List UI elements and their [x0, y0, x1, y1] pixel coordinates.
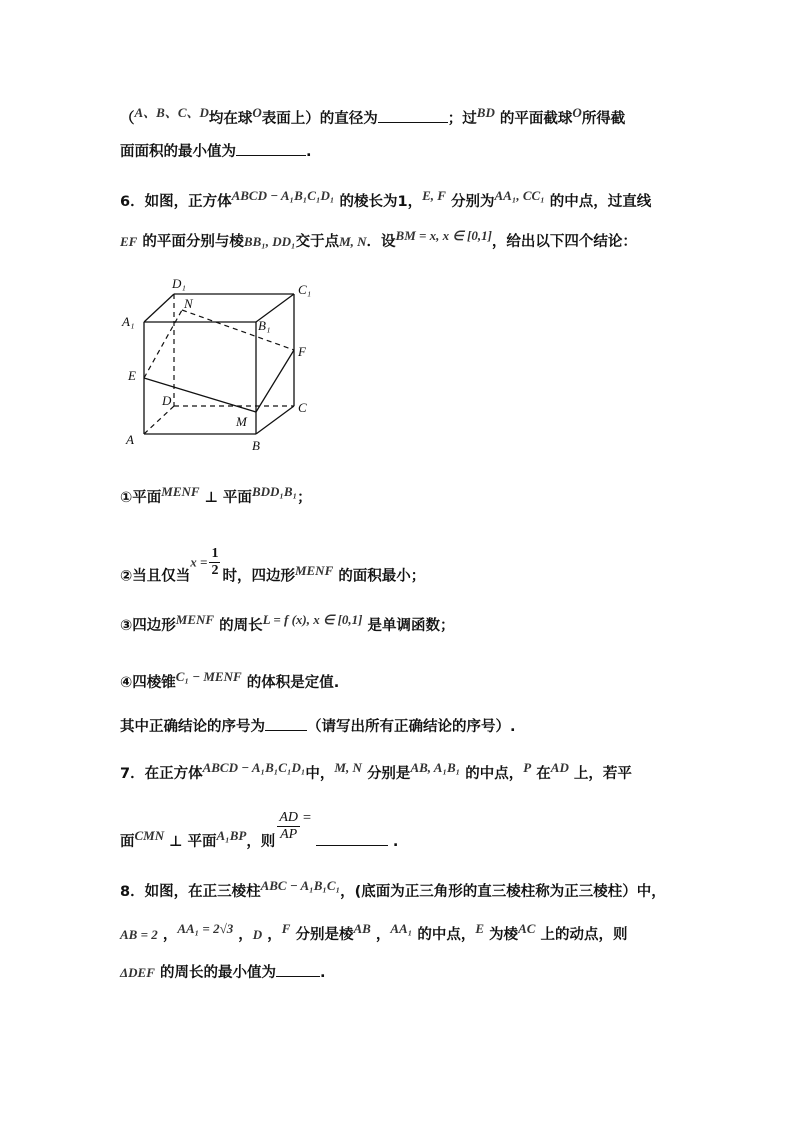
label-F: F	[298, 344, 306, 359]
cube-figure	[118, 272, 318, 454]
statement-4: ④四棱锥C₁ − MENF 的体积是定值.	[120, 669, 340, 691]
q6-line2: EF 的平面分别与棱BB₁, DD₁交于点M, N．设BM = x, x ∈ [0,1]，给出以下四个结论：	[120, 228, 637, 250]
q6-answer-line: 其中正确结论的序号为 （请写出所有正确结论的序号）.	[120, 716, 516, 737]
section-mf	[256, 350, 294, 412]
label-C: C	[298, 400, 307, 415]
statement-3: ③四边形MENF 的周长L = f (x), x ∈ [0,1] 是单调函数；	[120, 612, 455, 634]
q5-line2: 面面积的最小值为 .	[120, 141, 312, 162]
label-A: A	[126, 432, 134, 447]
label-B1: B₁	[258, 318, 271, 333]
q8-line3: ΔDEF 的周长的最小值为 .	[120, 962, 325, 983]
q6-blank-answer[interactable]	[265, 716, 307, 731]
section-nf	[182, 310, 294, 350]
q5-blank-diameter[interactable]	[378, 108, 448, 123]
q7-line2: 面CMN ⊥ 平面A₁BP，则 $\frac{AD}{AP}$ = .	[120, 809, 399, 850]
edge-a1d1	[144, 294, 174, 322]
q6-line1: 6．如图，正方体ABCD − A₁B₁C₁D₁ 的棱长为1，E, F 分别为AA₁, CC₁ 的中点，过直线	[120, 188, 652, 210]
statement-1: ①平面MENF ⊥ 平面BDD₁B₁；	[120, 484, 312, 506]
q7-blank-ratio[interactable]	[316, 831, 388, 846]
edge-bc	[256, 406, 294, 434]
q8-blank-perimeter[interactable]	[276, 962, 320, 977]
label-D: D	[162, 393, 172, 408]
statement-2: ②当且仅当x = $\frac{1}{2}$ 时，四边形MENF 的面积最小；	[120, 546, 426, 585]
q5-blank-area[interactable]	[236, 141, 306, 156]
q5-line1: （A、B、C、D均在球O表面上）的直径为 ；过BD 的平面截球O所得截	[120, 105, 626, 127]
label-D1: D₁	[172, 276, 186, 291]
label-B: B	[252, 438, 260, 453]
label-N: N	[184, 296, 193, 311]
label-A1: A₁	[122, 314, 135, 329]
q8-line1: 8．如图，在正三棱柱ABC − A₁B₁C₁，(底面为正三角形的直三棱柱称为正三棱柱）中，	[120, 878, 666, 900]
ratio-ad-ap: $\frac{AD}{AP}$ =	[279, 809, 312, 842]
section-em	[144, 378, 256, 412]
q8-line2: AB = 2 ，AA₁ = 2√3 ，D ，F 分别是棱AB ，AA₁ 的中点，E 为棱AC 上的动点，则	[120, 921, 628, 943]
label-M: M	[236, 414, 247, 429]
label-E: E	[128, 368, 136, 383]
label-C1: C₁	[298, 282, 312, 297]
edge-ad	[144, 406, 174, 434]
section-en	[144, 310, 182, 378]
x-equals-half: x = $\frac{1}{2}$	[190, 546, 219, 578]
q7-line1: 7．在正方体ABCD − A₁B₁C₁D₁中，M, N 分别是AB, A₁B₁ 的中点，P 在AD 上，若平	[120, 760, 632, 782]
